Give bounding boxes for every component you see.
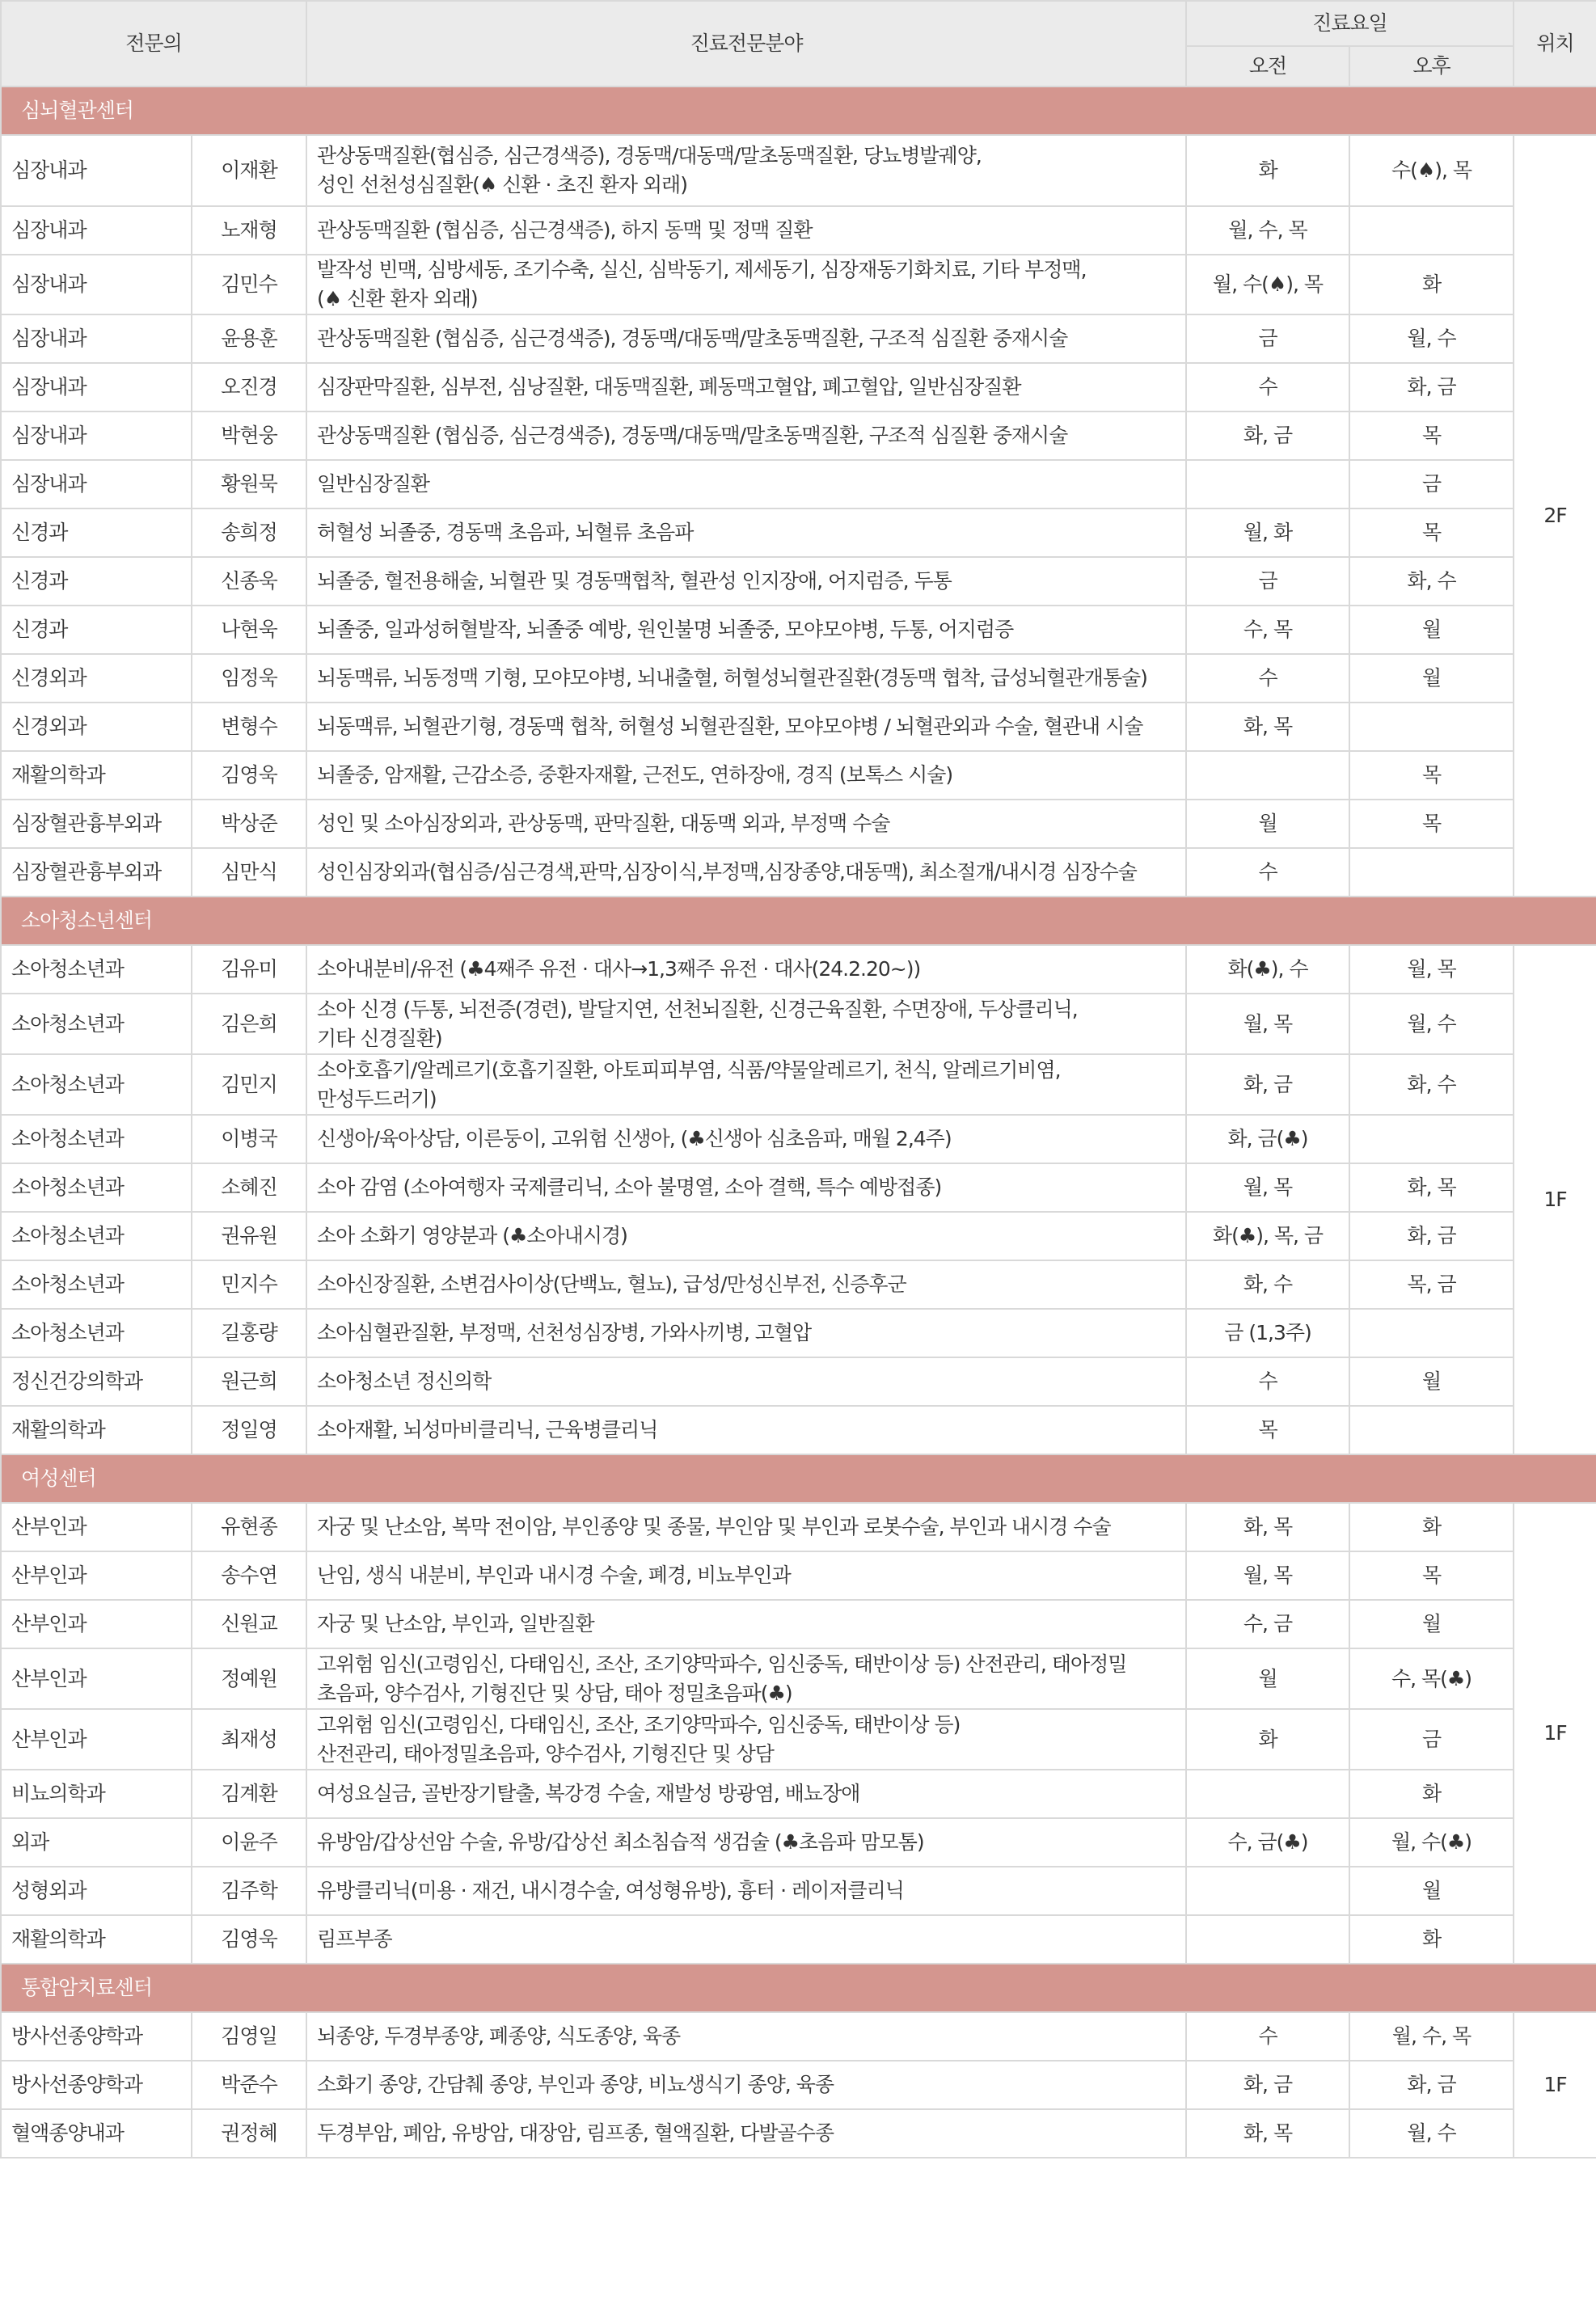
header-specialist: 전문의: [1, 1, 306, 87]
department-cell: 심장내과: [1, 460, 192, 509]
pm-cell: 목: [1349, 509, 1514, 557]
am-cell: 월: [1186, 1648, 1349, 1709]
floor-cell: 1F: [1514, 945, 1596, 1454]
am-cell: 수: [1186, 363, 1349, 411]
floor-cell: 2F: [1514, 135, 1596, 897]
am-cell: 수: [1186, 1357, 1349, 1406]
table-row: [1, 1503, 1596, 1551]
am-cell: 화, 목: [1186, 2109, 1349, 2158]
table-row: [1, 1867, 1596, 1915]
specialty-cell: 고위험 임신(고령임신, 다태임신, 조산, 조기양막파수, 임신중독, 태반이상 등) 산전관리, 태아정밀 초음파, 양수검사, 기형진단 및 상담, 태아 정밀초음파(♣): [306, 1648, 1186, 1709]
doctor-cell: 김주학: [192, 1867, 306, 1915]
pm-cell: 월, 수: [1349, 2109, 1514, 2158]
pm-cell: [1349, 1309, 1514, 1357]
am-cell: [1186, 751, 1349, 800]
pm-cell: 화, 금: [1349, 363, 1514, 411]
specialty-cell: 관상동맥질환 (협심증, 심근경색증), 경동맥/대동맥/말초동맥질환, 구조적 심질환 중재시술: [306, 411, 1186, 460]
pm-cell: 월: [1349, 1867, 1514, 1915]
doctor-cell: 최재성: [192, 1709, 306, 1770]
department-cell: 신경과: [1, 509, 192, 557]
specialty-cell: 뇌졸중, 암재활, 근감소증, 중환자재활, 근전도, 연하장애, 경직 (보톡스 시술): [306, 751, 1186, 800]
am-cell: 화, 목: [1186, 703, 1349, 751]
table-row: [1, 509, 1596, 557]
pm-cell: 월, 목: [1349, 945, 1514, 994]
doctor-cell: 송수연: [192, 1551, 306, 1600]
department-cell: 신경과: [1, 606, 192, 654]
table-row: [1, 255, 1596, 314]
doctor-cell: 박현웅: [192, 411, 306, 460]
am-cell: 수: [1186, 2012, 1349, 2061]
doctor-cell: 박준수: [192, 2061, 306, 2109]
specialty-cell: 난임, 생식 내분비, 부인과 내시경 수술, 폐경, 비뇨부인과: [306, 1551, 1186, 1600]
am-cell: 목: [1186, 1406, 1349, 1454]
department-cell: 산부인과: [1, 1709, 192, 1770]
pm-cell: [1349, 1406, 1514, 1454]
am-cell: 화, 금(♣): [1186, 1115, 1349, 1163]
am-cell: 월, 목: [1186, 1163, 1349, 1212]
pm-cell: 월, 수: [1349, 994, 1514, 1054]
pm-cell: [1349, 1115, 1514, 1163]
pm-cell: 화, 목: [1349, 1163, 1514, 1212]
header-am: 오전: [1186, 46, 1349, 87]
doctor-cell: 황원묵: [192, 460, 306, 509]
department-cell: 외과: [1, 1818, 192, 1867]
am-cell: 화, 목: [1186, 1503, 1349, 1551]
specialty-cell: 뇌동맥류, 뇌혈관기형, 경동맥 협착, 허혈성 뇌혈관질환, 모야모야병 / 뇌혈관외과 수술, 혈관내 시술: [306, 703, 1186, 751]
doctor-cell: 박상준: [192, 800, 306, 848]
pm-cell: 화, 금: [1349, 1212, 1514, 1260]
doctor-cell: 신원교: [192, 1600, 306, 1648]
table-row: [1, 1915, 1596, 1964]
header-location: 위치: [1514, 1, 1596, 87]
specialty-cell: 소아 소화기 영양분과 (♣소아내시경): [306, 1212, 1186, 1260]
doctor-cell: 이병국: [192, 1115, 306, 1163]
doctor-cell: 김은희: [192, 994, 306, 1054]
specialty-cell: 여성요실금, 골반장기탈출, 복강경 수술, 재발성 방광염, 배뇨장애: [306, 1770, 1186, 1818]
doctor-cell: 변형수: [192, 703, 306, 751]
specialty-cell: 유방암/갑상선암 수술, 유방/갑상선 최소침습적 생검술 (♣초음파 맘모톰): [306, 1818, 1186, 1867]
department-cell: 소아청소년과: [1, 1054, 192, 1115]
pm-cell: 월: [1349, 1600, 1514, 1648]
department-cell: 신경외과: [1, 703, 192, 751]
specialty-cell: 허혈성 뇌졸중, 경동맥 초음파, 뇌혈류 초음파: [306, 509, 1186, 557]
table-row: [1, 1309, 1596, 1357]
pm-cell: 화, 금: [1349, 2061, 1514, 2109]
doctor-cell: 김계환: [192, 1770, 306, 1818]
section-header: [1, 87, 1596, 135]
table-row: [1, 703, 1596, 751]
specialty-cell: 자궁 및 난소암, 복막 전이암, 부인종양 및 종물, 부인암 및 부인과 로봇수술, 부인과 내시경 수술: [306, 1503, 1186, 1551]
schedule-body: [1, 87, 1596, 2158]
floor-cell: 1F: [1514, 1503, 1596, 1964]
pm-cell: [1349, 206, 1514, 255]
section-title: 심뇌혈관센터: [1, 87, 1596, 135]
pm-cell: 금: [1349, 1709, 1514, 1770]
am-cell: 수: [1186, 654, 1349, 703]
table-row: [1, 363, 1596, 411]
table-row: [1, 1054, 1596, 1115]
am-cell: 수, 금: [1186, 1600, 1349, 1648]
specialty-cell: 두경부암, 폐암, 유방암, 대장암, 림프종, 혈액질환, 다발골수종: [306, 2109, 1186, 2158]
am-cell: 화(♣), 목, 금: [1186, 1212, 1349, 1260]
doctor-cell: 송희정: [192, 509, 306, 557]
department-cell: 소아청소년과: [1, 1260, 192, 1309]
department-cell: 정신건강의학과: [1, 1357, 192, 1406]
am-cell: 화, 수: [1186, 1260, 1349, 1309]
doctor-cell: 소혜진: [192, 1163, 306, 1212]
table-row: [1, 314, 1596, 363]
doctor-cell: 이윤주: [192, 1818, 306, 1867]
table-row: [1, 1260, 1596, 1309]
specialty-cell: 소아 신경 (두통, 뇌전증(경련), 발달지연, 선천뇌질환, 신경근육질환, 수면장애, 두상클리닉, 기타 신경질환): [306, 994, 1186, 1054]
pm-cell: 화, 수: [1349, 557, 1514, 606]
am-cell: 금: [1186, 557, 1349, 606]
specialty-cell: 발작성 빈맥, 심방세동, 조기수축, 실신, 심박동기, 제세동기, 심장재동기화치료, 기타 부정맥, (♠ 신환 환자 외래): [306, 255, 1186, 314]
doctor-cell: 길홍량: [192, 1309, 306, 1357]
pm-cell: 월: [1349, 606, 1514, 654]
am-cell: 화: [1186, 1709, 1349, 1770]
specialty-cell: 림프부종: [306, 1915, 1186, 1964]
section-title: 통합암치료센터: [1, 1964, 1596, 2012]
table-row: [1, 460, 1596, 509]
doctor-cell: 민지수: [192, 1260, 306, 1309]
department-cell: 혈액종양내과: [1, 2109, 192, 2158]
am-cell: 금 (1,3주): [1186, 1309, 1349, 1357]
table-row: [1, 848, 1596, 897]
department-cell: 소아청소년과: [1, 1212, 192, 1260]
am-cell: 월, 목: [1186, 994, 1349, 1054]
am-cell: [1186, 460, 1349, 509]
specialty-cell: 소아신장질환, 소변검사이상(단백뇨, 혈뇨), 급성/만성신부전, 신증후군: [306, 1260, 1186, 1309]
department-cell: 성형외과: [1, 1867, 192, 1915]
specialty-cell: 소아재활, 뇌성마비클리닉, 근육병클리닉: [306, 1406, 1186, 1454]
specialty-cell: 소아청소년 정신의학: [306, 1357, 1186, 1406]
department-cell: 재활의학과: [1, 751, 192, 800]
pm-cell: 월, 수, 목: [1349, 2012, 1514, 2061]
specialty-cell: 뇌동맥류, 뇌동정맥 기형, 모야모야병, 뇌내출혈, 허혈성뇌혈관질환(경동맥 협착, 급성뇌혈관개통술): [306, 654, 1186, 703]
specialty-cell: 일반심장질환: [306, 460, 1186, 509]
specialty-cell: 유방클리닉(미용 · 재건, 내시경수술, 여성형유방), 흉터 · 레이저클리닉: [306, 1867, 1186, 1915]
table-row: [1, 206, 1596, 255]
table-row: [1, 1212, 1596, 1260]
doctor-cell: 김민수: [192, 255, 306, 314]
table-row: [1, 2061, 1596, 2109]
doctor-cell: 신종욱: [192, 557, 306, 606]
department-cell: 소아청소년과: [1, 994, 192, 1054]
table-row: [1, 1115, 1596, 1163]
am-cell: 화: [1186, 135, 1349, 206]
specialty-cell: 소아호흡기/알레르기(호흡기질환, 아토피피부염, 식품/약물알레르기, 천식, 알레르기비염, 만성두드러기): [306, 1054, 1186, 1115]
doctor-cell: 김영욱: [192, 751, 306, 800]
pm-cell: 월: [1349, 1357, 1514, 1406]
table-row: [1, 557, 1596, 606]
doctor-cell: 나현욱: [192, 606, 306, 654]
doctor-cell: 윤용훈: [192, 314, 306, 363]
table-row: [1, 1770, 1596, 1818]
am-cell: 월, 수, 목: [1186, 206, 1349, 255]
specialty-cell: 뇌종양, 두경부종양, 폐종양, 식도종양, 육종: [306, 2012, 1186, 2061]
header-pm: 오후: [1349, 46, 1514, 87]
department-cell: 심장내과: [1, 206, 192, 255]
pm-cell: 화: [1349, 1770, 1514, 1818]
department-cell: 비뇨의학과: [1, 1770, 192, 1818]
department-cell: 심장내과: [1, 135, 192, 206]
pm-cell: 목: [1349, 411, 1514, 460]
doctor-cell: 김민지: [192, 1054, 306, 1115]
doctor-cell: 노재형: [192, 206, 306, 255]
pm-cell: 월, 수: [1349, 314, 1514, 363]
doctor-cell: 정일영: [192, 1406, 306, 1454]
department-cell: 소아청소년과: [1, 1309, 192, 1357]
department-cell: 심장혈관흉부외과: [1, 800, 192, 848]
specialty-cell: 관상동맥질환(협심증, 심근경색증), 경동맥/대동맥/말초동맥질환, 당뇨병발궤양, 성인 선천성심질환(♠ 신환 · 초진 환자 외래): [306, 135, 1186, 206]
department-cell: 심장혈관흉부외과: [1, 848, 192, 897]
pm-cell: 수(♠), 목: [1349, 135, 1514, 206]
department-cell: 신경과: [1, 557, 192, 606]
department-cell: 방사선종양학과: [1, 2061, 192, 2109]
am-cell: 수, 금(♣): [1186, 1818, 1349, 1867]
specialty-cell: 자궁 및 난소암, 부인과, 일반질환: [306, 1600, 1186, 1648]
department-cell: 심장내과: [1, 411, 192, 460]
department-cell: 재활의학과: [1, 1915, 192, 1964]
am-cell: 화, 금: [1186, 1054, 1349, 1115]
department-cell: 심장내과: [1, 314, 192, 363]
doctor-cell: 김유미: [192, 945, 306, 994]
table-row: [1, 751, 1596, 800]
table-row: [1, 1648, 1596, 1709]
table-row: [1, 1551, 1596, 1600]
table-row: [1, 2109, 1596, 2158]
am-cell: 월, 화: [1186, 509, 1349, 557]
table-row: [1, 945, 1596, 994]
doctor-cell: 권정혜: [192, 2109, 306, 2158]
doctor-cell: 정예원: [192, 1648, 306, 1709]
section-header: [1, 897, 1596, 945]
pm-cell: 목: [1349, 751, 1514, 800]
pm-cell: 목: [1349, 1551, 1514, 1600]
specialty-cell: 소아내분비/유전 (♣4째주 유전 · 대사→1,3째주 유전 · 대사(24.2.20~)): [306, 945, 1186, 994]
specialty-cell: 뇌졸중, 혈전용해술, 뇌혈관 및 경동맥협착, 혈관성 인지장애, 어지럼증, 두통: [306, 557, 1186, 606]
pm-cell: 월: [1349, 654, 1514, 703]
specialty-cell: 소화기 종양, 간담췌 종양, 부인과 종양, 비뇨생식기 종양, 육종: [306, 2061, 1186, 2109]
pm-cell: 금: [1349, 460, 1514, 509]
am-cell: 월, 수(♠), 목: [1186, 255, 1349, 314]
am-cell: [1186, 1915, 1349, 1964]
floor-cell: 1F: [1514, 2012, 1596, 2158]
section-header: [1, 1454, 1596, 1503]
department-cell: 심장내과: [1, 363, 192, 411]
am-cell: [1186, 1770, 1349, 1818]
table-row: [1, 1163, 1596, 1212]
specialty-cell: 성인심장외과(협심증/심근경색,판막,심장이식,부정맥,심장종양,대동맥), 최소절개/내시경 심장수술: [306, 848, 1186, 897]
table-row: [1, 800, 1596, 848]
department-cell: 산부인과: [1, 1551, 192, 1600]
am-cell: 월, 목: [1186, 1551, 1349, 1600]
specialty-cell: 관상동맥질환 (협심증, 심근경색증), 하지 동맥 및 정맥 질환: [306, 206, 1186, 255]
section-header: [1, 1964, 1596, 2012]
doctor-cell: 유현종: [192, 1503, 306, 1551]
pm-cell: [1349, 703, 1514, 751]
table-row: [1, 411, 1596, 460]
specialty-cell: 성인 및 소아심장외과, 관상동맥, 판막질환, 대동맥 외과, 부정맥 수술: [306, 800, 1186, 848]
table-row: [1, 994, 1596, 1054]
doctor-cell: 권유원: [192, 1212, 306, 1260]
header-specialty: 진료전문분야: [306, 1, 1186, 87]
doctor-cell: 원근희: [192, 1357, 306, 1406]
department-cell: 소아청소년과: [1, 1115, 192, 1163]
department-cell: 산부인과: [1, 1648, 192, 1709]
department-cell: 심장내과: [1, 255, 192, 314]
am-cell: 화, 금: [1186, 2061, 1349, 2109]
specialty-cell: 관상동맥질환 (협심증, 심근경색증), 경동맥/대동맥/말초동맥질환, 구조적 심질환 중재시술: [306, 314, 1186, 363]
am-cell: 화, 금: [1186, 411, 1349, 460]
section-title: 소아청소년센터: [1, 897, 1596, 945]
pm-cell: 목: [1349, 800, 1514, 848]
table-row: [1, 2012, 1596, 2061]
am-cell: 금: [1186, 314, 1349, 363]
department-cell: 재활의학과: [1, 1406, 192, 1454]
header-days: 진료요일: [1186, 1, 1514, 46]
pm-cell: 수, 목(♣): [1349, 1648, 1514, 1709]
table-row: [1, 1600, 1596, 1648]
specialty-cell: 심장판막질환, 심부전, 심낭질환, 대동맥질환, 폐동맥고혈압, 폐고혈압, 일반심장질환: [306, 363, 1186, 411]
specialty-cell: 뇌졸중, 일과성허혈발작, 뇌졸중 예방, 원인불명 뇌졸중, 모야모야병, 두통, 어지럼증: [306, 606, 1186, 654]
am-cell: 수, 목: [1186, 606, 1349, 654]
table-row: [1, 606, 1596, 654]
specialty-cell: 소아 감염 (소아여행자 국제클리닉, 소아 불명열, 소아 결핵, 특수 예방접종): [306, 1163, 1186, 1212]
am-cell: [1186, 1867, 1349, 1915]
doctor-cell: 임정욱: [192, 654, 306, 703]
department-cell: 방사선종양학과: [1, 2012, 192, 2061]
specialty-cell: 고위험 임신(고령임신, 다태임신, 조산, 조기양막파수, 임신중독, 태반이상 등) 산전관리, 태아정밀초음파, 양수검사, 기형진단 및 상담: [306, 1709, 1186, 1770]
pm-cell: 화: [1349, 255, 1514, 314]
doctor-cell: 심만식: [192, 848, 306, 897]
table-row: [1, 1818, 1596, 1867]
pm-cell: 화, 수: [1349, 1054, 1514, 1115]
department-cell: 산부인과: [1, 1503, 192, 1551]
pm-cell: [1349, 848, 1514, 897]
am-cell: 수: [1186, 848, 1349, 897]
am-cell: 월: [1186, 800, 1349, 848]
doctor-cell: 이재환: [192, 135, 306, 206]
pm-cell: 월, 수(♣): [1349, 1818, 1514, 1867]
department-cell: 소아청소년과: [1, 945, 192, 994]
table-row: [1, 1709, 1596, 1770]
pm-cell: 목, 금: [1349, 1260, 1514, 1309]
doctor-cell: 오진경: [192, 363, 306, 411]
section-title: 여성센터: [1, 1454, 1596, 1503]
specialty-cell: 소아심혈관질환, 부정맥, 선천성심장병, 가와사끼병, 고혈압: [306, 1309, 1186, 1357]
am-cell: 화(♣), 수: [1186, 945, 1349, 994]
pm-cell: 화: [1349, 1503, 1514, 1551]
doctor-cell: 김영일: [192, 2012, 306, 2061]
department-cell: 신경외과: [1, 654, 192, 703]
table-row: [1, 1357, 1596, 1406]
table-row: [1, 1406, 1596, 1454]
doctor-cell: 김영욱: [192, 1915, 306, 1964]
department-cell: 산부인과: [1, 1600, 192, 1648]
table-row: [1, 135, 1596, 206]
department-cell: 소아청소년과: [1, 1163, 192, 1212]
specialty-cell: 신생아/육아상담, 이른둥이, 고위험 신생아, (♣신생아 심초음파, 매월 2,4주): [306, 1115, 1186, 1163]
table-row: [1, 654, 1596, 703]
pm-cell: 화: [1349, 1915, 1514, 1964]
